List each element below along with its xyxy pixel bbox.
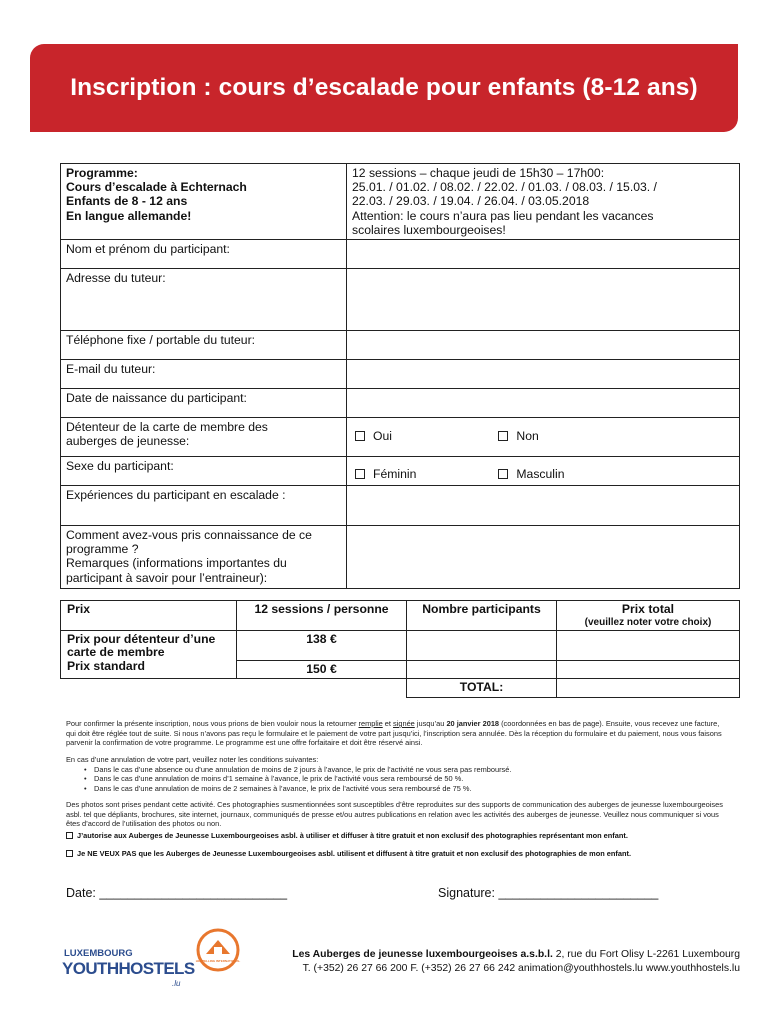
photos-paragraph — [66, 800, 726, 829]
logo-suffix: .lu — [172, 979, 181, 988]
birthdate-row — [61, 389, 740, 418]
source-label-1: Comment avez-vous pris connaissance de ce — [66, 528, 312, 543]
consent-yes-label: J’autorise aux Auberges de Jeunesse Luxembourgeoises asbl. à utiliser et diffuser à titre gratuit et non exclusif des photographies représentant mon enfant. — [77, 831, 628, 840]
name-field[interactable] — [347, 240, 740, 269]
cancellation-item: • Dans le cas d’une annulation de moins de 2 semaines à l’avance, le prix de l’activité vous sera remboursé de 75 %. — [66, 784, 726, 794]
member-total-field[interactable] — [557, 630, 740, 660]
source-label — [61, 526, 347, 589]
total-label: TOTAL: — [407, 679, 557, 698]
checkbox-icon[interactable] — [498, 431, 508, 441]
logo-graphic — [60, 928, 250, 990]
footer-org: Les Auberges de jeunesse luxembourgeoises a.s.b.l. — [292, 949, 553, 960]
dates-line-2: 22.03. / 29.03. / 19.04. / 26.04. / 03.05.2018 — [352, 194, 590, 209]
and-word: et — [382, 719, 394, 728]
total-spacer-2 — [237, 679, 407, 698]
experience-row — [61, 486, 740, 526]
membership-row — [61, 418, 740, 457]
address-label: Adresse du tuteur: — [61, 269, 347, 331]
consent-yes[interactable] — [66, 831, 628, 840]
date-field[interactable]: Date: ___________________________ — [66, 886, 288, 900]
checkbox-icon[interactable] — [498, 469, 508, 479]
source-row — [61, 526, 740, 589]
membership-options — [347, 418, 740, 457]
checkbox-icon[interactable] — [66, 850, 73, 857]
title-banner — [30, 44, 738, 132]
total-col-header — [557, 601, 740, 631]
footer-address-line — [260, 948, 740, 962]
registration-form — [60, 163, 740, 589]
programme-row — [61, 164, 740, 240]
total-col-title: Prix total — [621, 602, 675, 616]
confirmation-text-c: (coordonnées en bas de page). Ensuite, vous recevez une facture, qui doit être réglée tout de suite. Si nous n’avons pas reçu le formulaire et le paiement de votre part jusqu’ici, l’inscription sera annulée. Dès la réception du formulaire et du paiement, nous vous faisons parvenir la confirmation de votre programme. Le programme est une offre forfaitaire et doit être réservé ainsi. — [66, 719, 722, 748]
page-title: Inscription : cours d’escalade pour enfants (8-12 ans) — [70, 74, 698, 101]
signature-field[interactable]: Signature: _______________________ — [438, 886, 659, 900]
photos-text: Des photos sont prises pendant cette activité. Ces photographies susmentionnées sont susceptibles d’être reproduites sur des supports de communication des auberges de jeunesse luxembourgeoises asbl. tel que dépliants, brochures, site internet, journaux, communiqués de presse et/ou autres publications en relation avec les activités des auberges de jeunesse. Veuillez nous communiquer si vous êtes d’accord de l’utilisation des photos ou non. — [66, 800, 723, 829]
membership-label-2: auberges de jeunesse: — [66, 434, 190, 449]
address-field[interactable] — [347, 269, 740, 331]
signed-word: signée — [393, 719, 415, 728]
member-price-label-1: Prix pour détenteur d’une — [67, 631, 216, 646]
total-spacer-1 — [61, 679, 237, 698]
footer-address: 2, rue du Fort Olisy L-2261 Luxembourg — [552, 949, 740, 960]
cancellation-section — [66, 755, 726, 793]
dates-line-1: 25.01. / 01.02. / 08.02. / 22.02. / 01.03. / 08.03. / 15.03. / — [352, 180, 657, 195]
price-labels — [61, 630, 237, 679]
membership-no[interactable] — [498, 429, 538, 443]
sessions-cell — [347, 164, 740, 240]
programme-location: Cours d’escalade à Echternach — [66, 180, 247, 195]
source-label-2: programme ? — [66, 542, 139, 557]
male-label: Masculin — [516, 466, 565, 481]
cancellation-item: • Dans le cas d’une annulation de moins d’1 semaine à l’avance, le prix de l’activité vous sera remboursé de 50 %. — [66, 774, 726, 784]
checkbox-icon[interactable] — [66, 832, 73, 839]
birthdate-label: Date de naissance du participant: — [61, 389, 347, 418]
checkbox-icon[interactable] — [355, 469, 365, 479]
programme-age: Enfants de 8 - 12 ans — [66, 194, 188, 209]
membership-label-1: Détenteur de la carte de membre des — [66, 420, 268, 435]
note-line-2: scolaires luxembourgeoises! — [352, 222, 506, 237]
grand-total-field[interactable] — [557, 679, 740, 698]
name-label: Nom et prénom du participant: — [61, 240, 347, 269]
deadline-date: 20 janvier 2018 — [446, 719, 500, 728]
price-table — [60, 600, 740, 698]
email-field[interactable] — [347, 360, 740, 389]
standard-total-field[interactable] — [557, 660, 740, 679]
yes-label: Oui — [373, 429, 392, 444]
cancellation-item: • Dans le cas d’une absence ou d’une annulation de moins de 2 jours à l’avance, le prix de l’activité ne vous sera pas remboursé. — [66, 765, 726, 775]
sex-label: Sexe du participant: — [61, 457, 347, 486]
phone-field[interactable] — [347, 331, 740, 360]
badge-text: HOSTELLING INTERNATIONAL — [195, 959, 241, 963]
note-line-1: Attention: le cours n’aura pas lieu pendant les vacances — [352, 208, 654, 223]
member-price-row — [61, 630, 740, 660]
cancellation-list — [66, 765, 726, 794]
footer-contact: T. (+352) 26 27 66 200 F. (+352) 26 27 66 242 animation@youthhostels.lu www.youthhostels.lu — [302, 963, 740, 974]
remarks-label-2: participant à savoir pour l’entraineur): — [66, 570, 268, 585]
consent-no-label: Je NE VEUX PAS que les Auberges de Jeunesse Luxembourgeoises asbl. utilisent et diffusent à titre gratuit et non exclusif des photographies de mon enfant. — [77, 849, 632, 858]
footer — [260, 948, 740, 976]
standard-price-label: Prix standard — [67, 658, 145, 673]
experience-label: Expériences du participant en escalade : — [61, 486, 347, 526]
participants-col-header: Nombre participants — [407, 601, 557, 631]
address-row — [61, 269, 740, 331]
membership-yes[interactable] — [355, 429, 495, 443]
birthdate-field[interactable] — [347, 389, 740, 418]
price-header-row — [61, 601, 740, 631]
price-col-header: Prix — [61, 601, 237, 631]
no-label: Non — [516, 429, 539, 444]
sex-male[interactable] — [498, 467, 564, 481]
logo-line-2: YOUTHHOSTELS — [62, 959, 195, 978]
experience-field[interactable] — [347, 486, 740, 526]
source-field[interactable] — [347, 526, 740, 589]
sessions-col-header: 12 sessions / personne — [237, 601, 407, 631]
phone-row — [61, 331, 740, 360]
programme-cell — [61, 164, 347, 240]
phone-label: Téléphone fixe / portable du tuteur: — [61, 331, 347, 360]
name-row — [61, 240, 740, 269]
confirmation-paragraph — [66, 719, 726, 748]
confirmation-text-b: jusqu’au — [414, 719, 447, 728]
logo-line-1: LUXEMBOURG — [64, 948, 133, 959]
checkbox-icon[interactable] — [355, 431, 365, 441]
member-price-value: 138 € — [237, 630, 407, 660]
email-label: E-mail du tuteur: — [61, 360, 347, 389]
member-price-label-2: carte de membre — [67, 645, 165, 660]
programme-heading: Programme: — [66, 166, 138, 180]
confirmation-text-a: Pour confirmer la présente inscription, nous vous prions de bien vouloir nous la retourner — [66, 719, 359, 728]
sex-options — [347, 457, 740, 486]
youth-hostels-logo — [60, 928, 250, 990]
member-participants-field[interactable] — [407, 630, 557, 660]
cancellation-intro: En cas d’une annulation de votre part, veuillez noter les conditions suivantes: — [66, 755, 319, 764]
hostelling-badge-icon — [196, 930, 241, 970]
standard-price-value: 150 € — [237, 660, 407, 679]
total-col-subtitle: (veuillez noter votre choix) — [584, 616, 712, 628]
female-label: Féminin — [373, 466, 417, 481]
sex-female[interactable] — [355, 467, 495, 481]
remarks-label-1: Remarques (informations importantes du — [66, 556, 287, 571]
sex-row — [61, 457, 740, 486]
email-row — [61, 360, 740, 389]
programme-language: En langue allemande! — [66, 208, 192, 223]
total-row — [61, 679, 740, 698]
membership-label — [61, 418, 347, 457]
consent-no[interactable] — [66, 849, 631, 858]
sessions-text: 12 sessions – chaque jeudi de 15h30 – 17h00: — [352, 166, 605, 180]
filled-word: remplie — [358, 719, 383, 728]
standard-participants-field[interactable] — [407, 660, 557, 679]
